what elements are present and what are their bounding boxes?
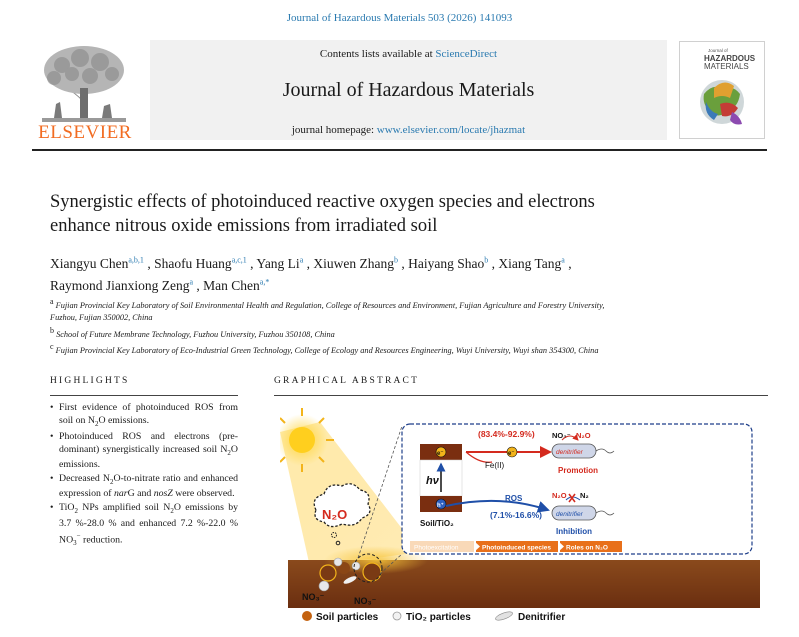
graphical-abstract bbox=[280, 402, 760, 628]
legend-denitrifier-swatch bbox=[495, 610, 514, 622]
legend-tio2-label: TiO₂ particles bbox=[406, 612, 471, 623]
ga-legend bbox=[302, 610, 565, 623]
author-affil-ref[interactable]: a,c,1 bbox=[231, 255, 247, 264]
author[interactable]: Xiang Tang$^a$ , bbox=[498, 255, 572, 271]
cover-line2: HAZARDOUS bbox=[704, 54, 756, 63]
flow-step-2: Photoinduced species bbox=[482, 544, 551, 552]
highlights-heading: HIGHLIGHTS bbox=[50, 376, 130, 386]
author-affil-ref[interactable]: a,b,1 bbox=[128, 255, 144, 264]
highlight-item: • TiO$_2$ NPs amplified soil $N_2O$ emissions by 3.7 %-28.0 % and enhanced 7.2 %-22.0 % $NO_3^-$ reduction. bbox=[50, 502, 238, 550]
denitrifier-label-top: denitrifier bbox=[556, 449, 583, 456]
author[interactable]: Raymond Jianxiong Zeng$^a$ , bbox=[50, 277, 204, 293]
contents-line bbox=[150, 48, 667, 60]
denitrifier-label-bottom: denitrifier bbox=[556, 511, 583, 518]
affiliation: $^b$ School of Future Membrane Technology, Fuzhou University, Fuzhou 350108, China bbox=[50, 325, 335, 339]
carrier-electron-label: e⁻ bbox=[508, 451, 515, 457]
author[interactable]: Haiyang Shao$^b$ , bbox=[408, 255, 499, 271]
contents-prefix: Contents lists available at bbox=[319, 48, 436, 60]
author-affil-ref[interactable]: a bbox=[189, 277, 194, 287]
affiliation: $^c$ Fujian Provincial Key Laboratory of Eco-Industrial Green Technology, College of Ecology and Resources Engineering, Wuyi University, Wuyi shan 354300, China bbox=[50, 342, 599, 355]
soil-nitrate-a: NO₃⁻ bbox=[302, 592, 325, 602]
header-rule bbox=[32, 149, 767, 151]
electron-label: e⁻ bbox=[437, 451, 444, 457]
affiliations bbox=[50, 296, 750, 357]
author[interactable]: Xiangyu Chen$^{a,b,1}$ , bbox=[50, 255, 155, 271]
sciencedirect-link[interactable]: ScienceDirect bbox=[435, 48, 498, 60]
legend-tio2-swatch bbox=[393, 612, 401, 620]
flow-step-1: Photoexcitation bbox=[414, 544, 459, 552]
legend-denitrifier-label: Denitrifier bbox=[518, 612, 566, 623]
highlight-item: • First evidence of photoinduced ROS from soil on $N_2O$ emissions. bbox=[50, 402, 238, 430]
highlight-item: • Decreased $N_2O-to$-nitrate ratio and enhanced expression of narG and nosZ were observed. bbox=[50, 473, 238, 501]
highlights-list bbox=[50, 402, 238, 551]
author[interactable]: Xiuwen Zhang$^b$ , bbox=[313, 255, 409, 271]
inhibition-label: Inhibition bbox=[556, 527, 592, 536]
author[interactable]: Man Chen$^{a,*}$ bbox=[203, 277, 270, 293]
journal-title: Journal of Hazardous Materials bbox=[282, 79, 535, 101]
homepage-line bbox=[150, 124, 667, 136]
n2o-mid-label: N₂O bbox=[552, 491, 567, 500]
nitrate-top-label: NO₃⁻ bbox=[552, 431, 571, 440]
paper-title-line1: Synergistic effects of photoinduced reactive oxygen species and electrons bbox=[50, 192, 595, 212]
homepage-prefix: journal homepage: bbox=[291, 124, 377, 136]
hole-label: h⁺ bbox=[437, 503, 444, 509]
author-affil-ref[interactable]: a bbox=[299, 255, 304, 264]
cover-line3: MATERIALS bbox=[704, 62, 749, 71]
journal-masthead bbox=[150, 40, 667, 140]
author-affil-ref[interactable]: a bbox=[561, 255, 565, 264]
author-affil-ref[interactable]: a,* bbox=[259, 277, 270, 287]
cover-art bbox=[680, 42, 764, 138]
homepage-link[interactable]: www.elsevier.com/locate/jhazmat bbox=[376, 124, 526, 136]
paper-title bbox=[50, 190, 750, 238]
author[interactable]: Yang Li$^a$ , bbox=[256, 255, 314, 271]
author[interactable]: Shaofu Huang$^{a,c,1}$ , bbox=[154, 255, 257, 271]
cover-line1: Journal of bbox=[708, 48, 728, 53]
promotion-label: Promotion bbox=[558, 466, 598, 475]
n2o-top-label: N₂O bbox=[576, 431, 591, 440]
graphical-abstract-heading: GRAPHICAL ABSTRACT bbox=[274, 376, 420, 386]
flow-step-3: Roles on N₂O bbox=[566, 544, 608, 552]
soil-nitrate-b: NO₃⁻ bbox=[354, 596, 377, 606]
fe-label: Fe(II) bbox=[485, 461, 505, 470]
affiliation: $^a$ Fujian Provincial Key Laboratory of Soil Environmental Health and Regulation, College of Resources and Environment, Fujian Agriculture and Forestry University, Fuzhou, Fujian 350002, China bbox=[50, 297, 605, 323]
graphical-abstract-rule bbox=[274, 395, 768, 396]
author-list bbox=[50, 250, 760, 295]
legend-soil-label: Soil particles bbox=[316, 612, 379, 623]
ros-label: ROS bbox=[505, 494, 523, 503]
author-affil-ref[interactable]: b bbox=[393, 255, 398, 264]
highlights-rule bbox=[50, 395, 238, 396]
journal-cover[interactable] bbox=[679, 41, 765, 139]
legend-soil-swatch bbox=[302, 611, 312, 621]
paper-title-line2: enhance nitrous oxide emissions from irradiated soil bbox=[50, 216, 438, 236]
inhibition-range: (7.1%-16.6%) bbox=[490, 510, 542, 520]
catalyst-label: Soil/TiO₂ bbox=[420, 519, 454, 528]
journal-reference[interactable]: Journal of Hazardous Materials 503 (2026) 141093 bbox=[286, 12, 513, 24]
hv-label: hν bbox=[426, 475, 439, 487]
n2o-bubble-label: N₂O bbox=[322, 507, 348, 522]
promotion-range: (83.4%-92.9%) bbox=[478, 429, 535, 439]
publisher-wordmark: ELSEVIER bbox=[38, 122, 132, 143]
n2-mid-label: N₂ bbox=[580, 491, 589, 500]
author-affil-ref[interactable]: b bbox=[484, 255, 489, 264]
highlight-item: • Photoinduced ROS and electrons (predominant) synergistically increased soil $N_2O$ emissions. bbox=[50, 431, 238, 472]
